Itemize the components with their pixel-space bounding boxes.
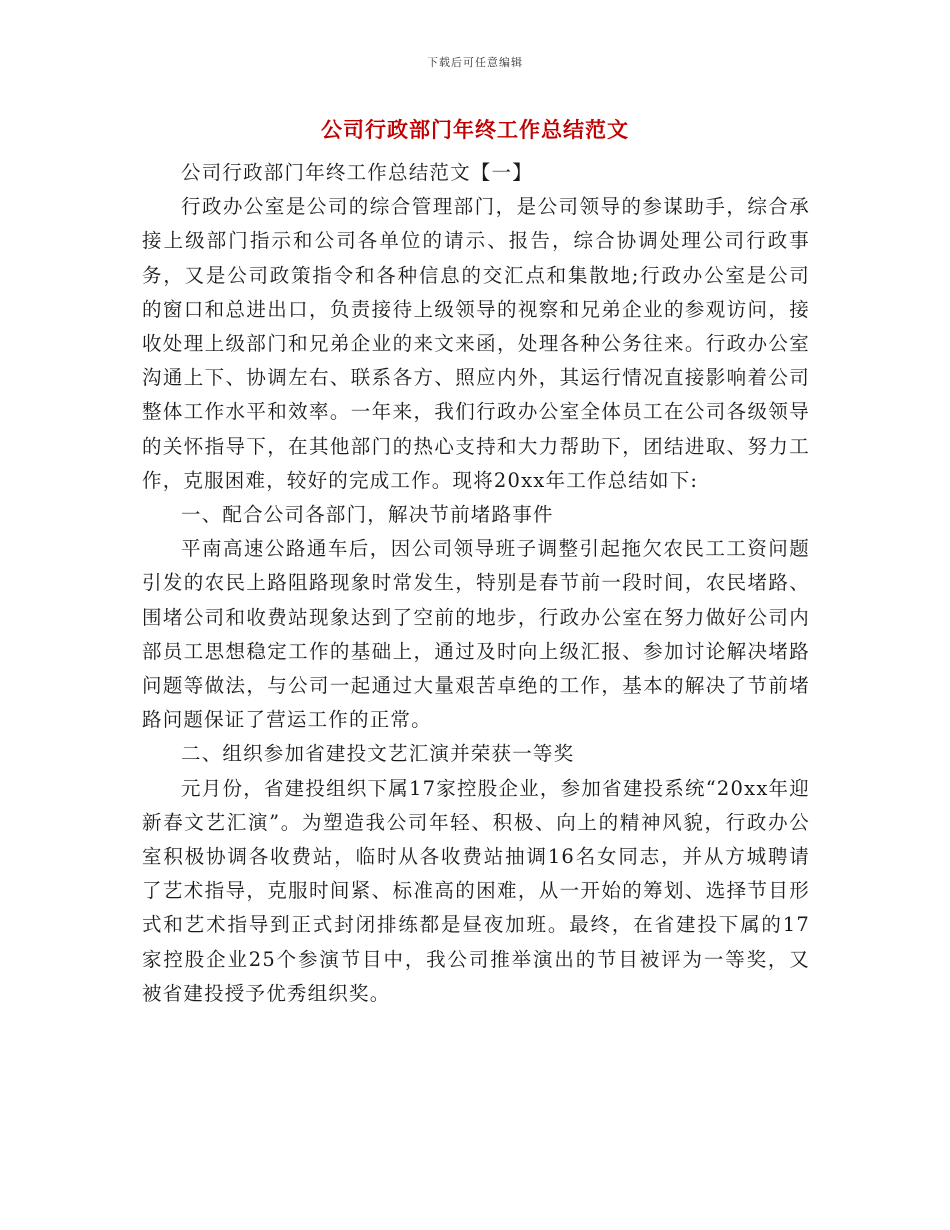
section-heading-1: 一、配合公司各部门，解决节前堵路事件 xyxy=(181,503,554,527)
page-header-note: 下载后可任意编辑 xyxy=(427,56,523,69)
paragraph-section-1: 平南高速公路通车后，因公司领导班子调整引起拖欠农民工工资问题引发的农民上路阻路现象时常发生，特别是春节前一段时间，农民堵路、围堵公司和收费站现象达到了空前的地步，行政办公室在努力做好公司内部员工思想稳定工作的基础上，通过及时向上级汇报、参加讨论解决堵路问题等做法，与公司一起通过大量艰苦卓绝的工作，基本的解决了节前堵路问题保证了营运工作的正常。 xyxy=(142,537,810,732)
paragraph-intro: 行政办公室是公司的综合管理部门，是公司领导的参谋助手，综合承接上级部门指示和公司各单位的请示、报告，综合协调处理公司行政事务，又是公司政策指令和各种信息的交汇点和集散地;行政办公室是公司的窗口和总进出口，负责接待上级领导的视察和兄弟企业的参观访问，接收处理上级部门和兄弟企业的来文来函，处理各种公务往来。行政办公室沟通上下、协调左右、联系各方、照应内外，其运行情况直接影响着公司整体工作水平和效率。一年来，我们行政办公室全体员工在公司各级领导的关怀指导下，在其他部门的热心支持和大力帮助下，团结进取、努力工作，克服困难，较好的完成工作。现将20xx年工作总结如下: xyxy=(142,195,810,492)
section-heading-2: 二、组织参加省建投文艺汇演并荣获一等奖 xyxy=(181,742,575,766)
section-subtitle: 公司行政部门年终工作总结范文【一】 xyxy=(181,161,533,184)
document-body xyxy=(142,156,810,1011)
document-title: 公司行政部门年终工作总结范文 xyxy=(321,117,629,142)
paragraph-section-2: 元月份，省建投组织下属17家控股企业，参加省建投系统“20xx年迎新春文艺汇演”。为塑造我公司年轻、积极、向上的精神风貌，行政办公室积极协调各收费站，临时从各收费站抽调16名女同志，并从方城聘请了艺术指导，克服时间紧、标准高的困难，从一开始的筹划、选择节目形式和艺术指导到正式封闭排练都是昼夜加班。最终，在省建投下属的17家控股企业25个参演节目中，我公司推举演出的节目被评为一等奖，又被省建投授予优秀组织奖。 xyxy=(142,776,810,1005)
